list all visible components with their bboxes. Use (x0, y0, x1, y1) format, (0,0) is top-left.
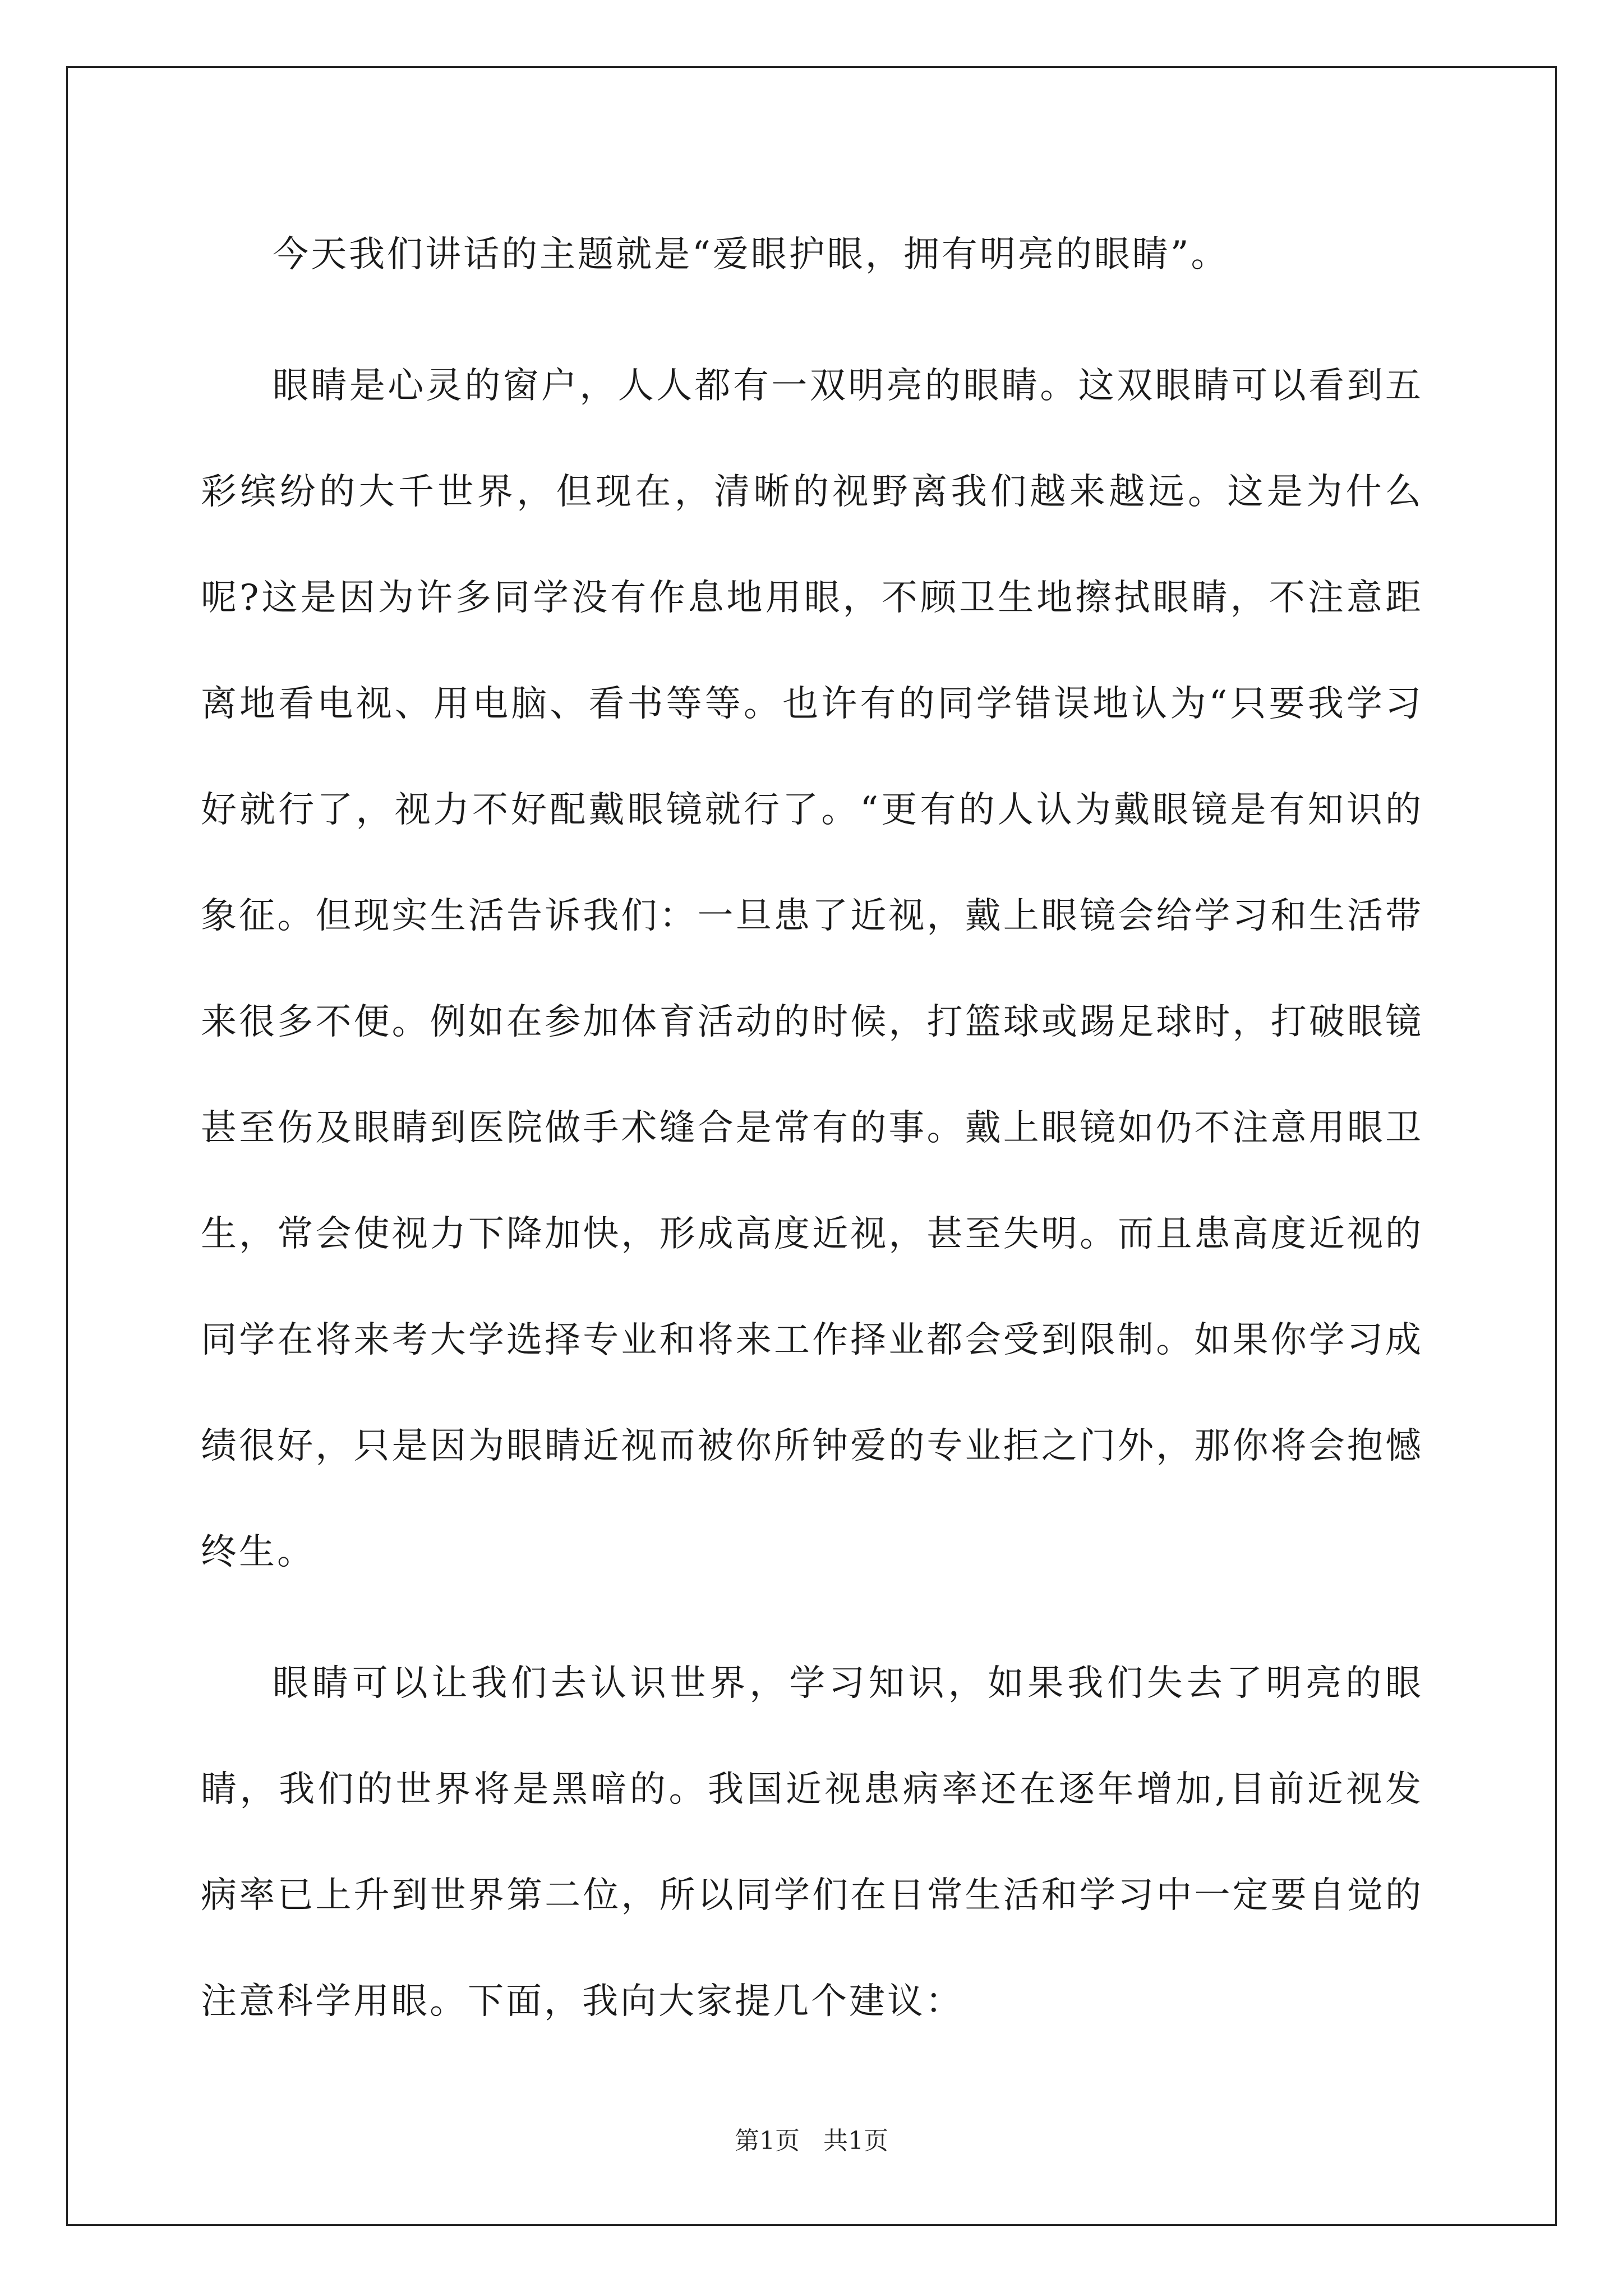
document-body (201, 202, 1423, 2080)
paragraph-eyes-window: 眼睛是心灵的窗户，人人都有一双明亮的眼睛。这双眼睛可以看到五彩缤纷的大千世界，但现在，清晰的视野离我们越来越远。这是为什么呢?这是因为许多同学没有作息地用眼，不顾卫生地擦拭眼睛，不注意距离地看电视、用电脑、看书等等。也许有的同学错误地认为“只要我学习好就行了，视力不好配戴眼镜就行了。“更有的人认为戴眼镜是有知识的象征。但现实生活告诉我们：一旦患了近视，戴上眼镜会给学习和生活带来很多不便。例如在参加体育活动的时候，打篮球或踢足球时，打破眼镜甚至伤及眼睛到医院做手术缝合是常有的事。戴上眼镜如仍不注意用眼卫生，常会使视力下降加快，形成高度近视，甚至失明。而且患高度近视的同学在将来考大学选择专业和将来工作择业都会受到限制。如果你学习成绩很好，只是因为眼睛近视而被你所钟爱的专业拒之门外，那你将会抱憾终生。 (201, 365, 1423, 1573)
page-number: 第1页 (735, 2127, 800, 2155)
page-footer (0, 2120, 1623, 2156)
page-total: 共1页 (823, 2127, 888, 2155)
paragraph-intro: 今天我们讲话的主题就是“爱眼护眼，拥有明亮的眼睛”。 (273, 234, 1229, 275)
paragraph-suggestions: 眼睛可以让我们去认识世界，学习知识，如果我们失去了明亮的眼睛，我们的世界将是黑暗的。我国近视患病率还在逐年增加,目前近视发病率已上升到世界第二位，所以同学们在日常生活和学习中一定要自觉的注意科学用眼。下面，我向大家提几个建议： (201, 1663, 1423, 2022)
